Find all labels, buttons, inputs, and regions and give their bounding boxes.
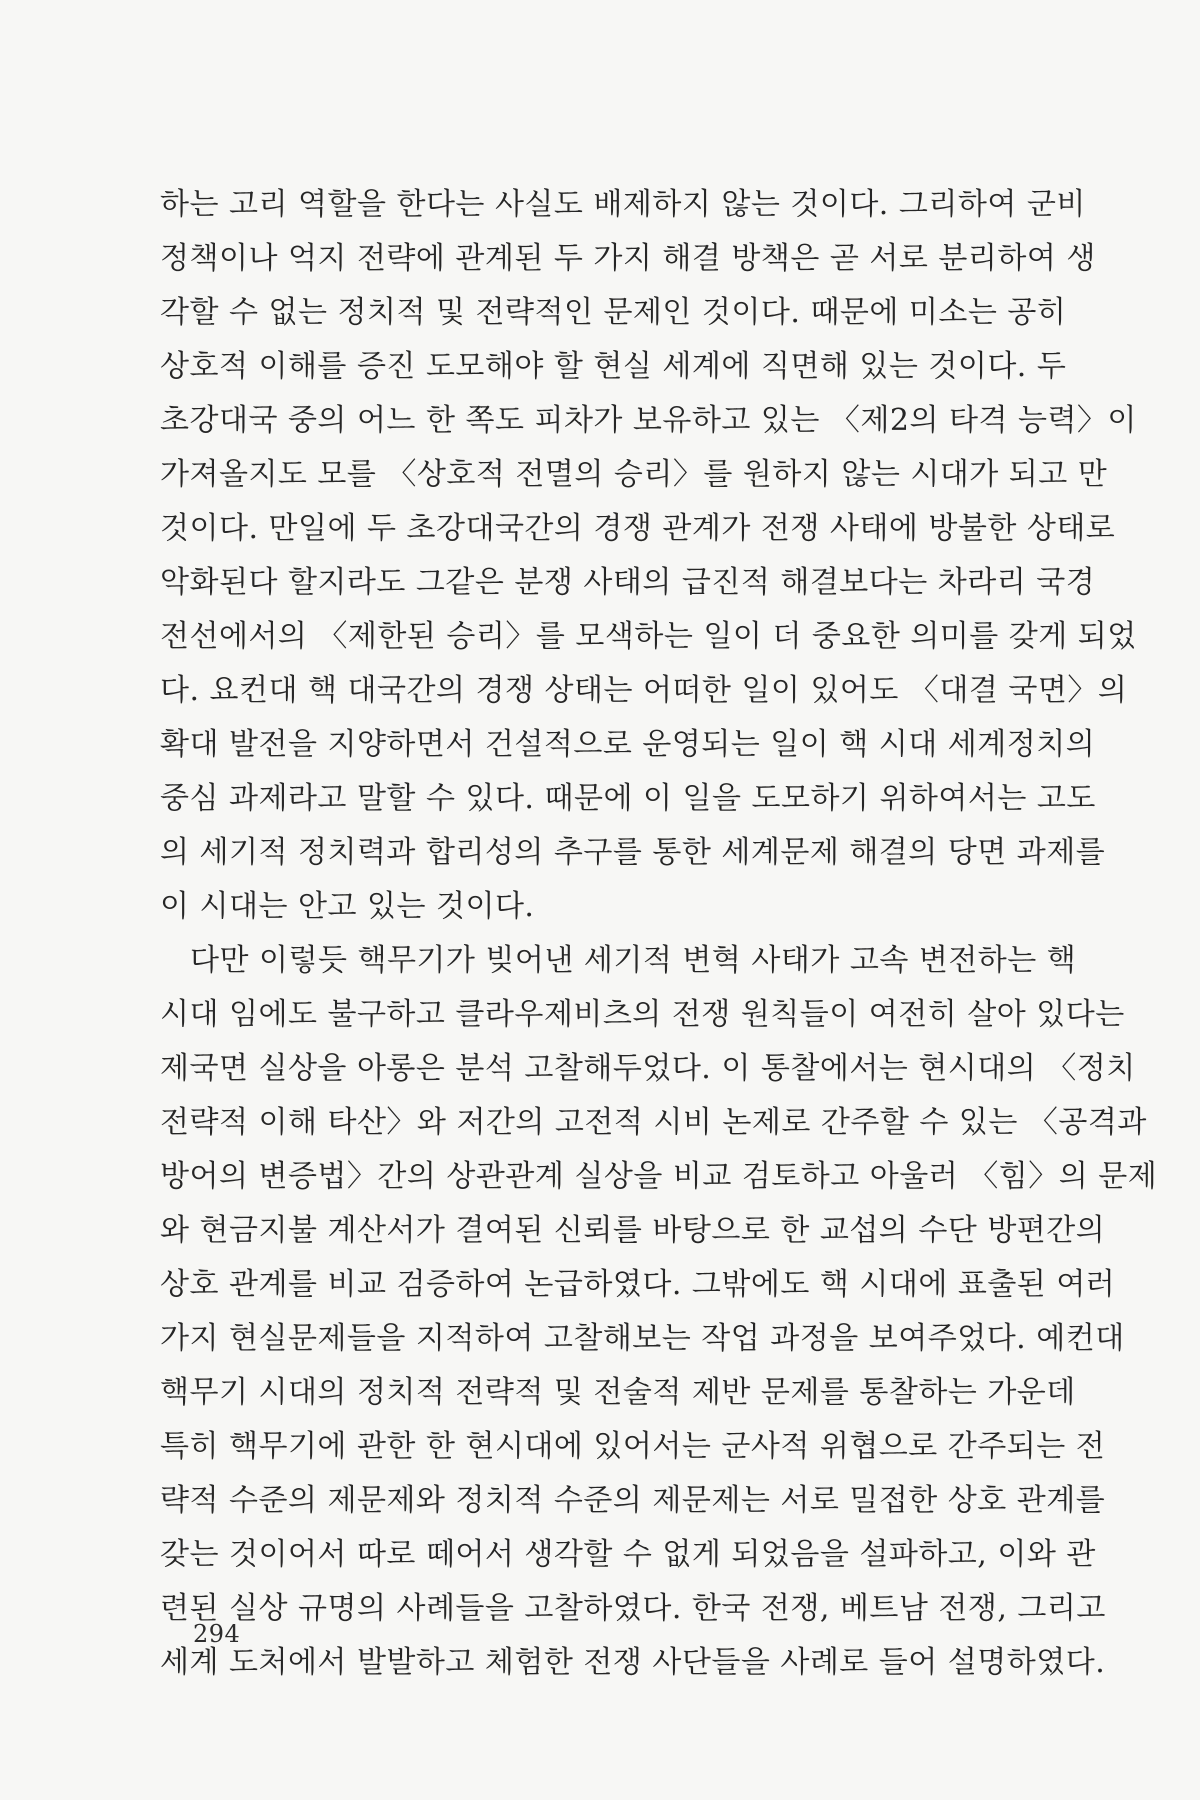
- text-line: 다만 이렇듯 핵무기가 빚어낸 세기적 변혁 사태가 고속 변전하는 핵: [190, 943, 1077, 978]
- text-line: 정책이나 억지 전략에 관계된 두 가지 해결 방책은 곧 서로 분리하여 생: [160, 241, 1096, 276]
- text-line: 가지 현실문제들을 지적하여 고찰해보는 작업 과정을 보여주었다. 예컨대: [160, 1321, 1125, 1356]
- text-line: 전략적 이해 타산〉와 저간의 고전적 시비 논제로 간주할 수 있는 〈공격과: [160, 1105, 1147, 1140]
- text-line: 확대 발전을 지양하면서 건설적으로 운영되는 일이 핵 시대 세계정치의: [160, 727, 1096, 762]
- text-line: 와 현금지불 계산서가 결여된 신뢰를 바탕으로 한 교섭의 수단 방편간의: [160, 1213, 1106, 1248]
- text-line: 이 시대는 안고 있는 것이다.: [160, 889, 535, 924]
- text-line: 특히 핵무기에 관한 한 현시대에 있어서는 군사적 위협으로 간주되는 전: [160, 1429, 1106, 1464]
- text-line: 초강대국 중의 어느 한 쪽도 피차가 보유하고 있는 〈제2의 타격 능력〉이: [160, 403, 1137, 438]
- body-text: [160, 178, 1158, 1690]
- text-line: 략적 수준의 제문제와 정치적 수준의 제문제는 서로 밀접한 상호 관계를: [160, 1483, 1106, 1518]
- text-line: 전선에서의 〈제한된 승리〉를 모색하는 일이 더 중요한 의미를 갖게 되었: [160, 619, 1137, 654]
- text-line: 상호 관계를 비교 검증하여 논급하였다. 그밖에도 핵 시대에 표출된 여러: [160, 1267, 1116, 1302]
- text-line: 시대 임에도 불구하고 클라우제비츠의 전쟁 원칙들이 여전히 살아 있다는: [160, 997, 1125, 1032]
- text-line: 갖는 것이어서 따로 떼어서 생각할 수 없게 되었음을 설파하고, 이와 관: [160, 1537, 1096, 1572]
- text-line: 제국면 실상을 아롱은 분석 고찰해두었다. 이 통찰에서는 현시대의 〈정치: [160, 1051, 1136, 1086]
- text-line: 악화된다 할지라도 그같은 분쟁 사태의 급진적 해결보다는 차라리 국경: [160, 565, 1096, 600]
- paragraph-2: [160, 934, 1158, 1690]
- text-line: 하는 고리 역할을 한다는 사실도 배제하지 않는 것이다. 그리하여 군비: [160, 187, 1086, 222]
- text-line: 중심 과제라고 말할 수 있다. 때문에 이 일을 도모하기 위하여서는 고도: [160, 781, 1096, 816]
- text-line: 핵무기 시대의 정치적 전략적 및 전술적 제반 문제를 통찰하는 가운데: [160, 1375, 1076, 1410]
- text-line: 련된 실상 규명의 사례들을 고찰하였다. 한국 전쟁, 베트남 전쟁, 그리고: [160, 1591, 1106, 1626]
- page-number: 294: [193, 1620, 241, 1648]
- text-line: 의 세기적 정치력과 합리성의 추구를 통한 세계문제 해결의 당면 과제를: [160, 835, 1106, 870]
- text-line: 상호적 이해를 증진 도모해야 할 현실 세계에 직면해 있는 것이다. 두: [160, 349, 1067, 384]
- text-line: 방어의 변증법〉간의 상관관계 실상을 비교 검토하고 아울러 〈힘〉의 문제: [160, 1159, 1158, 1194]
- text-line: 세계 도처에서 발발하고 체험한 전쟁 사단들을 사례로 들어 설명하였다.: [160, 1645, 1106, 1680]
- text-line: 것이다. 만일에 두 초강대국간의 경쟁 관계가 전쟁 사태에 방불한 상태로: [160, 511, 1116, 546]
- text-line: 다. 요컨대 핵 대국간의 경쟁 상태는 어떠한 일이 있어도 〈대결 국면〉의: [160, 673, 1128, 708]
- text-line: 가져올지도 모를 〈상호적 전멸의 승리〉를 원하지 않는 시대가 되고 만: [160, 457, 1108, 492]
- text-line: 각할 수 없는 정치적 및 전략적인 문제인 것이다. 때문에 미소는 공히: [160, 295, 1067, 330]
- paragraph-1: [160, 178, 1137, 934]
